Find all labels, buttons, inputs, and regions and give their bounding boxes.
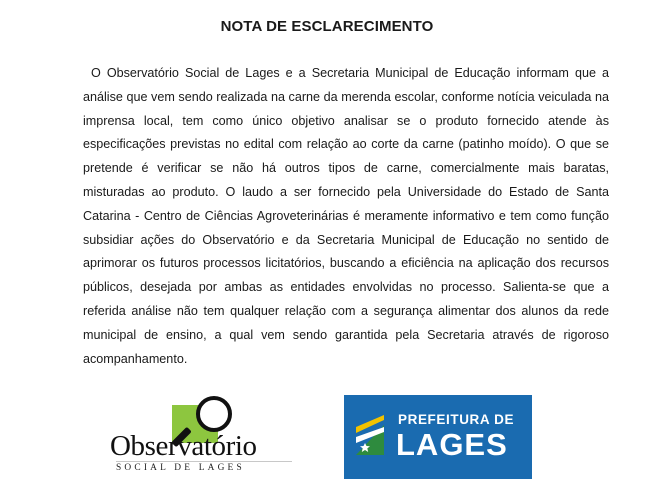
prefeitura-logo xyxy=(344,395,532,479)
flag-icon xyxy=(356,415,384,455)
observatorio-name: Observatório xyxy=(110,430,257,462)
observatorio-tagline: SOCIAL DE LAGES xyxy=(116,461,292,473)
observatorio-logo xyxy=(108,392,294,474)
prefeitura-line2: LAGES xyxy=(396,427,508,462)
page-title: NOTA DE ESCLARECIMENTO xyxy=(220,18,434,35)
prefeitura-line1: PREFEITURA DE xyxy=(398,412,515,427)
body-paragraph: O Observatório Social de Lages e a Secretaria Municipal de Educação informam que a análise que vem sendo realizada na carne da merenda escolar, conforme notícia veiculada na imprensa local, tem como único objetivo analisar se o produto fornecido atende às especificações previstas no edital com relação ao corte da carne (patinho moído). O que se pretende é verificar se não há outros tipos de carne, comercialmente mais baratas, misturadas ao produto. O laudo a ser fornecido pela Universidade do Estado de Santa Catarina - Centro de Ciências Agroveterinárias é meramente informativo e tem como função subsidiar ações do Observatório e da Secretaria Municipal de Educação no sentido de aprimorar os futuros processos licitatórios, buscando a eficiência na aplicação dos recursos públicos, desejada por ambas as entidades envolvidas no processo. Salienta-se que a referida análise não tem qualquer relação com a segurança alimentar dos alunos da rede municipal de ensino, a qual vem sendo garantida pela Secretaria através de rigoroso acompanhamento. xyxy=(83,66,609,366)
